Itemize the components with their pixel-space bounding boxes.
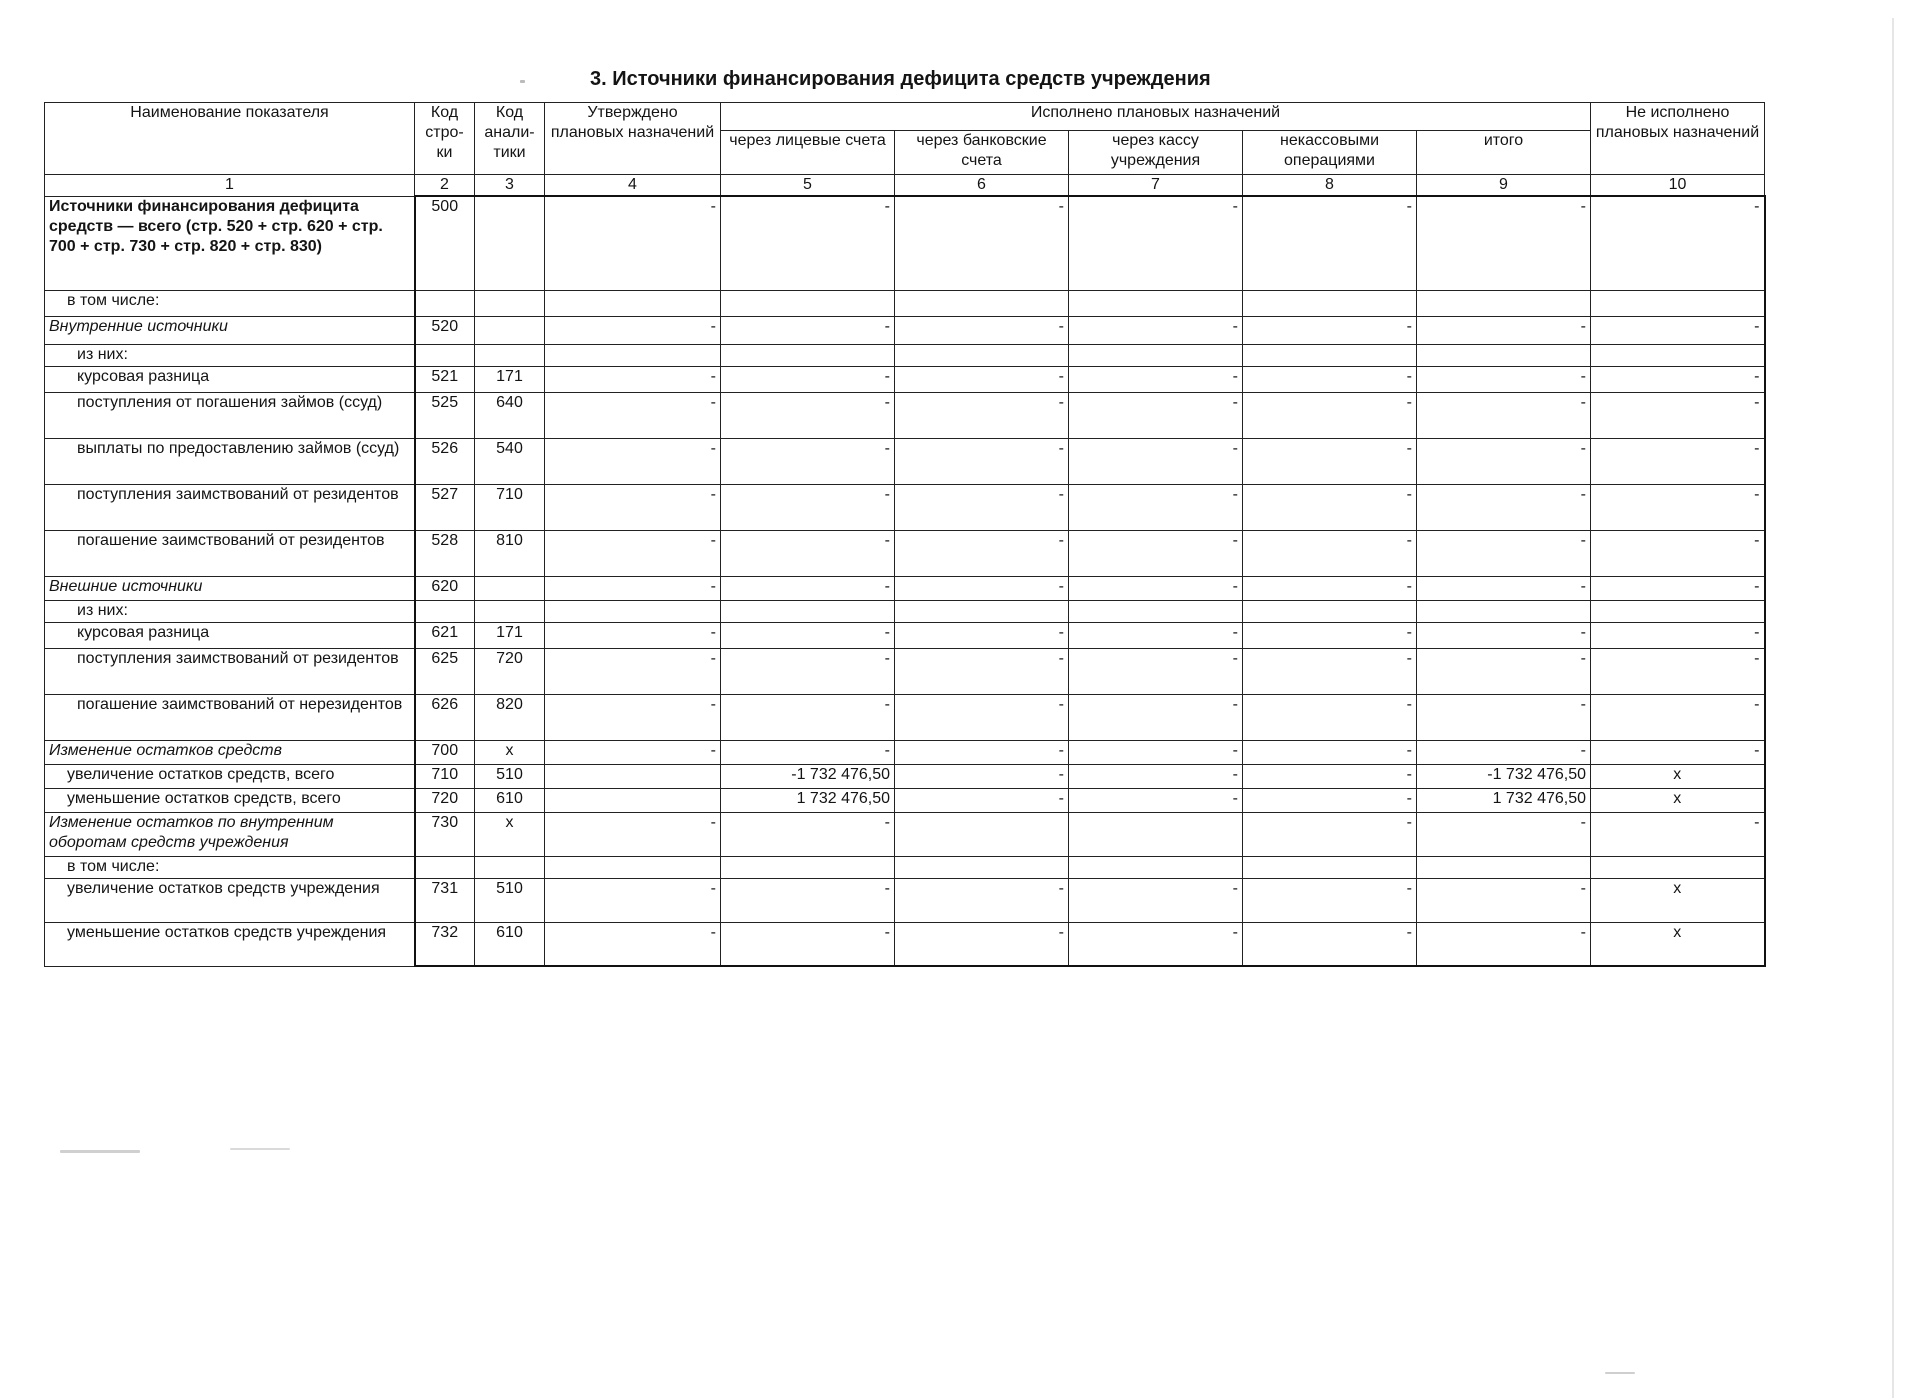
cell-col-8: - bbox=[1243, 694, 1417, 740]
cell-col-7: - bbox=[1069, 878, 1243, 922]
row-line-code bbox=[415, 344, 475, 366]
cell-col-9: - bbox=[1417, 484, 1591, 530]
cell-col-6: - bbox=[895, 316, 1069, 344]
table-row bbox=[45, 622, 1765, 648]
cell-col-8 bbox=[1243, 344, 1417, 366]
cell-col-8: - bbox=[1243, 740, 1417, 764]
cell-col-4: - bbox=[545, 530, 721, 576]
cell-col-9: 1 732 476,50 bbox=[1417, 788, 1591, 812]
cell-col-4: - bbox=[545, 812, 721, 856]
table-row bbox=[45, 856, 1765, 878]
row-label-balance-increase: увеличение остатков средств, всего bbox=[45, 764, 415, 788]
cell-col-6: - bbox=[895, 922, 1069, 966]
cell-col-9: - bbox=[1417, 740, 1591, 764]
cell-col-7: - bbox=[1069, 438, 1243, 484]
cell-col-5 bbox=[721, 600, 895, 622]
cell-col-9: - bbox=[1417, 530, 1591, 576]
report-table-container bbox=[44, 102, 1766, 967]
cell-col-10: - bbox=[1591, 812, 1765, 856]
cell-col-7: - bbox=[1069, 366, 1243, 392]
cell-col-8: - bbox=[1243, 764, 1417, 788]
cell-col-4: - bbox=[545, 922, 721, 966]
table-row bbox=[45, 438, 1765, 484]
cell-col-5: - bbox=[721, 740, 895, 764]
table-row bbox=[45, 922, 1765, 966]
cell-col-8: - bbox=[1243, 812, 1417, 856]
cell-col-5: - bbox=[721, 878, 895, 922]
table-row bbox=[45, 344, 1765, 366]
cell-col-5: -1 732 476,50 bbox=[721, 764, 895, 788]
row-line-code: 528 bbox=[415, 530, 475, 576]
cell-col-7 bbox=[1069, 344, 1243, 366]
table-row bbox=[45, 530, 1765, 576]
cell-col-4: - bbox=[545, 740, 721, 764]
cell-col-7 bbox=[1069, 856, 1243, 878]
cell-col-4: - bbox=[545, 484, 721, 530]
row-label-internal-turnover: Изменение остатков по внутренним оборотам средств учреждения bbox=[45, 812, 415, 856]
row-label-borrow-res-out: погашение заимствований от резидентов bbox=[45, 530, 415, 576]
row-line-code: 525 bbox=[415, 392, 475, 438]
cell-col-10: - bbox=[1591, 622, 1765, 648]
cell-col-9: - bbox=[1417, 576, 1591, 600]
header-total: итого bbox=[1417, 131, 1591, 175]
row-line-code: 620 bbox=[415, 576, 475, 600]
column-number-9: 9 bbox=[1417, 175, 1591, 197]
header-analytics-code: Код анали-тики bbox=[475, 103, 545, 175]
row-analytics-code bbox=[475, 576, 545, 600]
column-number-6: 6 bbox=[895, 175, 1069, 197]
table-row bbox=[45, 484, 1765, 530]
cell-col-9: - bbox=[1417, 438, 1591, 484]
row-label-inst-decrease: уменьшение остатков средств учреждения bbox=[45, 922, 415, 966]
cell-col-8: - bbox=[1243, 788, 1417, 812]
cell-col-10: - bbox=[1591, 648, 1765, 694]
cell-col-8 bbox=[1243, 290, 1417, 316]
cell-col-7: - bbox=[1069, 316, 1243, 344]
table-row bbox=[45, 392, 1765, 438]
cell-col-8: - bbox=[1243, 316, 1417, 344]
row-analytics-code: 510 bbox=[475, 878, 545, 922]
cell-col-4: - bbox=[545, 316, 721, 344]
cell-col-5: - bbox=[721, 316, 895, 344]
cell-col-7: - bbox=[1069, 576, 1243, 600]
column-numbers-row bbox=[45, 175, 1765, 197]
table-row bbox=[45, 648, 1765, 694]
row-analytics-code: х bbox=[475, 812, 545, 856]
scan-speck bbox=[230, 1148, 290, 1150]
cell-col-10: - bbox=[1591, 530, 1765, 576]
row-analytics-code: 820 bbox=[475, 694, 545, 740]
row-analytics-code: 610 bbox=[475, 922, 545, 966]
row-label-external: Внешние источники bbox=[45, 576, 415, 600]
cell-col-4 bbox=[545, 600, 721, 622]
cell-col-9: - bbox=[1417, 878, 1591, 922]
cell-col-10: х bbox=[1591, 788, 1765, 812]
cell-col-10: - bbox=[1591, 576, 1765, 600]
cell-col-5 bbox=[721, 290, 895, 316]
table-row bbox=[45, 788, 1765, 812]
cell-col-5: - bbox=[721, 812, 895, 856]
row-label-of-them: из них: bbox=[45, 344, 415, 366]
cell-col-8: - bbox=[1243, 576, 1417, 600]
cell-col-6: - bbox=[895, 576, 1069, 600]
row-label-fx-diff-int: курсовая разница bbox=[45, 366, 415, 392]
column-number-5: 5 bbox=[721, 175, 895, 197]
cell-col-9: - bbox=[1417, 196, 1591, 290]
row-label-internal: Внутренние источники bbox=[45, 316, 415, 344]
header-not-executed: Не исполнено плановых назначений bbox=[1591, 103, 1765, 175]
cell-col-4: - bbox=[545, 648, 721, 694]
cell-col-9: - bbox=[1417, 648, 1591, 694]
cell-col-9 bbox=[1417, 344, 1591, 366]
cell-col-8: - bbox=[1243, 484, 1417, 530]
cell-col-10: - bbox=[1591, 740, 1765, 764]
cell-col-6: - bbox=[895, 764, 1069, 788]
cell-col-5: - bbox=[721, 576, 895, 600]
cell-col-6: - bbox=[895, 392, 1069, 438]
cell-col-4: - bbox=[545, 622, 721, 648]
cell-col-7: - bbox=[1069, 648, 1243, 694]
scan-speck bbox=[520, 80, 525, 83]
row-line-code bbox=[415, 856, 475, 878]
cell-col-6: - bbox=[895, 196, 1069, 290]
table-row bbox=[45, 290, 1765, 316]
row-line-code: 527 bbox=[415, 484, 475, 530]
row-analytics-code: х bbox=[475, 740, 545, 764]
column-number-10: 10 bbox=[1591, 175, 1765, 197]
row-label-of-them-ext: из них: bbox=[45, 600, 415, 622]
cell-col-6: - bbox=[895, 622, 1069, 648]
cell-col-7: - bbox=[1069, 922, 1243, 966]
cell-col-8: - bbox=[1243, 196, 1417, 290]
cell-col-6: - bbox=[895, 484, 1069, 530]
cell-col-7: - bbox=[1069, 788, 1243, 812]
scan-speck bbox=[60, 1150, 140, 1153]
row-line-code bbox=[415, 290, 475, 316]
row-analytics-code bbox=[475, 290, 545, 316]
row-label-fx-diff-ext: курсовая разница bbox=[45, 622, 415, 648]
table-row bbox=[45, 764, 1765, 788]
row-label-inst-increase: увеличение остатков средств учреждения bbox=[45, 878, 415, 922]
table-row bbox=[45, 600, 1765, 622]
cell-col-10: - bbox=[1591, 438, 1765, 484]
row-line-code: 700 bbox=[415, 740, 475, 764]
row-line-code: 710 bbox=[415, 764, 475, 788]
header-approved: Утверждено плановых назначений bbox=[545, 103, 721, 175]
row-line-code: 521 bbox=[415, 366, 475, 392]
cell-col-6: - bbox=[895, 366, 1069, 392]
cell-col-5: - bbox=[721, 694, 895, 740]
cell-col-5: - bbox=[721, 196, 895, 290]
cell-col-9 bbox=[1417, 290, 1591, 316]
cell-col-4: - bbox=[545, 196, 721, 290]
row-label-balance-decrease: уменьшение остатков средств, всего bbox=[45, 788, 415, 812]
row-analytics-code: 640 bbox=[475, 392, 545, 438]
cell-col-7: - bbox=[1069, 530, 1243, 576]
table-row bbox=[45, 694, 1765, 740]
cell-col-7: - bbox=[1069, 196, 1243, 290]
row-analytics-code: 171 bbox=[475, 366, 545, 392]
cell-col-8: - bbox=[1243, 648, 1417, 694]
cell-col-4: - bbox=[545, 694, 721, 740]
cell-col-4 bbox=[545, 856, 721, 878]
row-label-balance-change: Изменение остатков средств bbox=[45, 740, 415, 764]
cell-col-9: - bbox=[1417, 922, 1591, 966]
cell-col-7: - bbox=[1069, 740, 1243, 764]
cell-col-8 bbox=[1243, 600, 1417, 622]
cell-col-4: - bbox=[545, 366, 721, 392]
cell-col-8: - bbox=[1243, 922, 1417, 966]
row-label-incl: в том числе: bbox=[45, 290, 415, 316]
row-line-code: 626 bbox=[415, 694, 475, 740]
cell-col-4 bbox=[545, 290, 721, 316]
table-row bbox=[45, 576, 1765, 600]
header-non-cash: некассовыми операциями bbox=[1243, 131, 1417, 175]
cell-col-9: - bbox=[1417, 812, 1591, 856]
cell-col-4: - bbox=[545, 392, 721, 438]
row-label-borrow-res-in: поступления заимствований от резидентов bbox=[45, 484, 415, 530]
table-row bbox=[45, 316, 1765, 344]
cell-col-10: х bbox=[1591, 764, 1765, 788]
table-row bbox=[45, 812, 1765, 856]
column-number-7: 7 bbox=[1069, 175, 1243, 197]
cell-col-5: - bbox=[721, 622, 895, 648]
row-line-code: 526 bbox=[415, 438, 475, 484]
row-label-loan-repayments: поступления от погашения займов (ссуд) bbox=[45, 392, 415, 438]
cell-col-10 bbox=[1591, 290, 1765, 316]
header-cash-desk: через кассу учреждения bbox=[1069, 131, 1243, 175]
cell-col-10: х bbox=[1591, 878, 1765, 922]
column-number-4: 4 bbox=[545, 175, 721, 197]
cell-col-10: - bbox=[1591, 196, 1765, 290]
cell-col-6: - bbox=[895, 438, 1069, 484]
cell-col-4 bbox=[545, 788, 721, 812]
cell-col-10: - bbox=[1591, 694, 1765, 740]
cell-col-7: - bbox=[1069, 392, 1243, 438]
cell-col-6: - bbox=[895, 740, 1069, 764]
cell-col-9 bbox=[1417, 600, 1591, 622]
cell-col-10: - bbox=[1591, 484, 1765, 530]
row-line-code: 625 bbox=[415, 648, 475, 694]
cell-col-5: 1 732 476,50 bbox=[721, 788, 895, 812]
cell-col-4: - bbox=[545, 878, 721, 922]
cell-col-5: - bbox=[721, 648, 895, 694]
header-bank-accounts: через банковские счета bbox=[895, 131, 1069, 175]
cell-col-8: - bbox=[1243, 366, 1417, 392]
cell-col-9: - bbox=[1417, 392, 1591, 438]
cell-col-4: - bbox=[545, 438, 721, 484]
row-analytics-code: 710 bbox=[475, 484, 545, 530]
cell-col-8 bbox=[1243, 856, 1417, 878]
cell-col-6 bbox=[895, 812, 1069, 856]
table-row bbox=[45, 878, 1765, 922]
row-analytics-code bbox=[475, 196, 545, 290]
row-line-code: 621 bbox=[415, 622, 475, 648]
cell-col-7 bbox=[1069, 290, 1243, 316]
header-personal-accounts: через лицевые счета bbox=[721, 131, 895, 175]
cell-col-5 bbox=[721, 344, 895, 366]
column-number-1: 1 bbox=[45, 175, 415, 197]
cell-col-10: - bbox=[1591, 366, 1765, 392]
column-number-3: 3 bbox=[475, 175, 545, 197]
row-analytics-code bbox=[475, 316, 545, 344]
cell-col-6: - bbox=[895, 788, 1069, 812]
row-analytics-code bbox=[475, 856, 545, 878]
cell-col-10: - bbox=[1591, 392, 1765, 438]
cell-col-5: - bbox=[721, 484, 895, 530]
row-label-total: Источники финансирования дефицита средств — всего (стр. 520 + стр. 620 + стр. 700 + стр. 730 + стр. 820 + стр. 830) bbox=[45, 196, 415, 290]
cell-col-6: - bbox=[895, 530, 1069, 576]
row-line-code: 731 bbox=[415, 878, 475, 922]
cell-col-5: - bbox=[721, 530, 895, 576]
cell-col-6: - bbox=[895, 878, 1069, 922]
row-analytics-code: 810 bbox=[475, 530, 545, 576]
table-row bbox=[45, 740, 1765, 764]
financing-sources-table bbox=[44, 102, 1766, 967]
cell-col-8: - bbox=[1243, 438, 1417, 484]
row-analytics-code bbox=[475, 600, 545, 622]
cell-col-9: - bbox=[1417, 366, 1591, 392]
cell-col-5: - bbox=[721, 366, 895, 392]
column-number-8: 8 bbox=[1243, 175, 1417, 197]
row-analytics-code: 720 bbox=[475, 648, 545, 694]
cell-col-6: - bbox=[895, 694, 1069, 740]
cell-col-7 bbox=[1069, 812, 1243, 856]
cell-col-8: - bbox=[1243, 392, 1417, 438]
table-row bbox=[45, 196, 1765, 290]
row-line-code: 732 bbox=[415, 922, 475, 966]
cell-col-9: - bbox=[1417, 316, 1591, 344]
cell-col-8: - bbox=[1243, 622, 1417, 648]
row-analytics-code bbox=[475, 344, 545, 366]
row-label-borrow-ext-in: поступления заимствований от резидентов bbox=[45, 648, 415, 694]
row-line-code: 500 bbox=[415, 196, 475, 290]
cell-col-7 bbox=[1069, 600, 1243, 622]
cell-col-4 bbox=[545, 764, 721, 788]
cell-col-7: - bbox=[1069, 622, 1243, 648]
row-label-loan-disbursements: выплаты по предоставлению займов (ссуд) bbox=[45, 438, 415, 484]
cell-col-6 bbox=[895, 344, 1069, 366]
row-analytics-code: 540 bbox=[475, 438, 545, 484]
cell-col-5: - bbox=[721, 922, 895, 966]
row-line-code bbox=[415, 600, 475, 622]
cell-col-7: - bbox=[1069, 484, 1243, 530]
row-analytics-code: 171 bbox=[475, 622, 545, 648]
column-number-2: 2 bbox=[415, 175, 475, 197]
cell-col-10: - bbox=[1591, 316, 1765, 344]
row-label-incl-2: в том числе: bbox=[45, 856, 415, 878]
row-label-borrow-ext-out: погашение заимствований от нерезидентов bbox=[45, 694, 415, 740]
cell-col-6 bbox=[895, 600, 1069, 622]
cell-col-7: - bbox=[1069, 764, 1243, 788]
cell-col-10 bbox=[1591, 344, 1765, 366]
scan-speck bbox=[1605, 1372, 1635, 1374]
row-line-code: 730 bbox=[415, 812, 475, 856]
cell-col-7: - bbox=[1069, 694, 1243, 740]
cell-col-10 bbox=[1591, 600, 1765, 622]
cell-col-6 bbox=[895, 856, 1069, 878]
section-title: 3. Источники финансирования дефицита средств учреждения bbox=[590, 68, 1211, 90]
table-row bbox=[45, 366, 1765, 392]
cell-col-5: - bbox=[721, 438, 895, 484]
row-line-code: 520 bbox=[415, 316, 475, 344]
cell-col-10 bbox=[1591, 856, 1765, 878]
cell-col-6: - bbox=[895, 648, 1069, 694]
row-analytics-code: 510 bbox=[475, 764, 545, 788]
cell-col-4 bbox=[545, 344, 721, 366]
cell-col-8: - bbox=[1243, 530, 1417, 576]
header-executed-group: Исполнено плановых назначений bbox=[721, 103, 1591, 131]
header-indicator-name: Наименование показателя bbox=[45, 103, 415, 175]
cell-col-9: - bbox=[1417, 622, 1591, 648]
cell-col-5: - bbox=[721, 392, 895, 438]
cell-col-9: - bbox=[1417, 694, 1591, 740]
page-edge bbox=[1892, 18, 1894, 1398]
cell-col-8: - bbox=[1243, 878, 1417, 922]
cell-col-10: х bbox=[1591, 922, 1765, 966]
cell-col-4: - bbox=[545, 576, 721, 600]
cell-col-6 bbox=[895, 290, 1069, 316]
row-line-code: 720 bbox=[415, 788, 475, 812]
cell-col-9: -1 732 476,50 bbox=[1417, 764, 1591, 788]
header-line-code: Код стро-ки bbox=[415, 103, 475, 175]
cell-col-9 bbox=[1417, 856, 1591, 878]
cell-col-5 bbox=[721, 856, 895, 878]
row-analytics-code: 610 bbox=[475, 788, 545, 812]
